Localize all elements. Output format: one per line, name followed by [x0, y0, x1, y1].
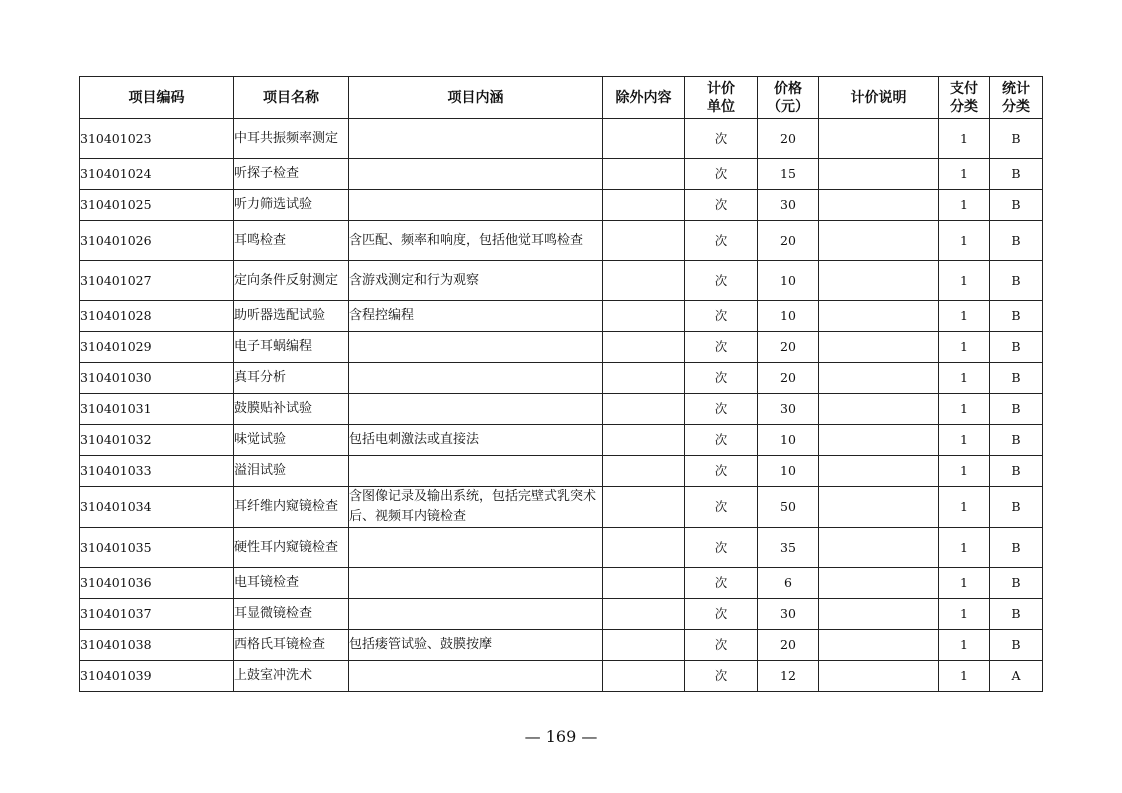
cell-pay: 1 [939, 425, 990, 456]
cell-note [819, 568, 939, 599]
header-content: 项目内涵 [349, 77, 603, 119]
cell-pay: 1 [939, 119, 990, 159]
table-row [80, 301, 1043, 332]
table-row [80, 261, 1043, 301]
cell-note [819, 332, 939, 363]
table-row [80, 528, 1043, 568]
cell-name: 西格氏耳镜检查 [234, 630, 349, 661]
cell-stat: B [990, 190, 1043, 221]
cell-code: 310401023 [80, 119, 234, 159]
header-stat: 统计 分类 [990, 77, 1043, 119]
cell-note [819, 301, 939, 332]
table-row [80, 394, 1043, 425]
cell-content [349, 599, 603, 630]
cell-code: 310401035 [80, 528, 234, 568]
table-row [80, 332, 1043, 363]
cell-name: 定向条件反射测定 [234, 261, 349, 301]
cell-price: 20 [758, 363, 819, 394]
cell-code: 310401037 [80, 599, 234, 630]
cell-exclusion [603, 528, 685, 568]
cell-pay: 1 [939, 456, 990, 487]
price-table [79, 76, 1043, 692]
cell-unit: 次 [685, 190, 758, 221]
cell-exclusion [603, 159, 685, 190]
cell-name: 溢泪试验 [234, 456, 349, 487]
cell-unit: 次 [685, 661, 758, 692]
cell-note [819, 261, 939, 301]
cell-name: 上鼓室冲洗术 [234, 661, 349, 692]
cell-pay: 1 [939, 301, 990, 332]
table-row [80, 599, 1043, 630]
cell-pay: 1 [939, 221, 990, 261]
cell-code: 310401028 [80, 301, 234, 332]
cell-code: 310401036 [80, 568, 234, 599]
cell-price: 15 [758, 159, 819, 190]
cell-unit: 次 [685, 568, 758, 599]
cell-price: 10 [758, 456, 819, 487]
cell-exclusion [603, 661, 685, 692]
cell-name: 真耳分析 [234, 363, 349, 394]
cell-unit: 次 [685, 394, 758, 425]
cell-note [819, 456, 939, 487]
cell-note [819, 159, 939, 190]
cell-stat: A [990, 661, 1043, 692]
cell-stat: B [990, 394, 1043, 425]
cell-pay: 1 [939, 190, 990, 221]
table-row [80, 221, 1043, 261]
table-row [80, 630, 1043, 661]
cell-name: 中耳共振频率测定 [234, 119, 349, 159]
table-row [80, 425, 1043, 456]
cell-price: 30 [758, 394, 819, 425]
header-pay: 支付 分类 [939, 77, 990, 119]
cell-stat: B [990, 159, 1043, 190]
cell-price: 30 [758, 190, 819, 221]
header-price: 价格 （元） [758, 77, 819, 119]
cell-note [819, 363, 939, 394]
cell-pay: 1 [939, 332, 990, 363]
header-code: 项目编码 [80, 77, 234, 119]
table-row [80, 568, 1043, 599]
cell-content: 含游戏测定和行为观察 [349, 261, 603, 301]
cell-exclusion [603, 190, 685, 221]
cell-price: 20 [758, 221, 819, 261]
cell-exclusion [603, 301, 685, 332]
cell-content [349, 159, 603, 190]
cell-note [819, 487, 939, 528]
cell-unit: 次 [685, 301, 758, 332]
cell-name: 听力筛选试验 [234, 190, 349, 221]
table-row [80, 456, 1043, 487]
cell-exclusion [603, 425, 685, 456]
cell-content [349, 190, 603, 221]
cell-exclusion [603, 630, 685, 661]
cell-pay: 1 [939, 568, 990, 599]
cell-pay: 1 [939, 487, 990, 528]
cell-note [819, 599, 939, 630]
cell-stat: B [990, 363, 1043, 394]
cell-stat: B [990, 528, 1043, 568]
cell-pay: 1 [939, 528, 990, 568]
page-number: — 169 — [524, 727, 598, 746]
cell-unit: 次 [685, 119, 758, 159]
cell-note [819, 119, 939, 159]
cell-content: 包括电刺激法或直接法 [349, 425, 603, 456]
cell-unit: 次 [685, 261, 758, 301]
cell-stat: B [990, 332, 1043, 363]
cell-price: 10 [758, 261, 819, 301]
cell-exclusion [603, 456, 685, 487]
cell-content: 包括瘘管试验、鼓膜按摩 [349, 630, 603, 661]
cell-pay: 1 [939, 661, 990, 692]
cell-code: 310401032 [80, 425, 234, 456]
header-unit: 计价 单位 [685, 77, 758, 119]
cell-exclusion [603, 599, 685, 630]
cell-code: 310401030 [80, 363, 234, 394]
table-row [80, 487, 1043, 528]
cell-code: 310401039 [80, 661, 234, 692]
cell-content [349, 528, 603, 568]
cell-price: 12 [758, 661, 819, 692]
cell-note [819, 190, 939, 221]
table-row [80, 190, 1043, 221]
cell-unit: 次 [685, 363, 758, 394]
cell-exclusion [603, 332, 685, 363]
cell-content [349, 394, 603, 425]
cell-name: 助听器选配试验 [234, 301, 349, 332]
cell-note [819, 221, 939, 261]
cell-exclusion [603, 363, 685, 394]
cell-content [349, 119, 603, 159]
cell-price: 20 [758, 630, 819, 661]
cell-unit: 次 [685, 630, 758, 661]
header-name: 项目名称 [234, 77, 349, 119]
cell-name: 电子耳蜗编程 [234, 332, 349, 363]
cell-price: 50 [758, 487, 819, 528]
cell-exclusion [603, 261, 685, 301]
cell-unit: 次 [685, 332, 758, 363]
cell-exclusion [603, 568, 685, 599]
cell-exclusion [603, 487, 685, 528]
header-row [80, 77, 1043, 119]
cell-stat: B [990, 599, 1043, 630]
cell-content [349, 363, 603, 394]
cell-pay: 1 [939, 159, 990, 190]
cell-unit: 次 [685, 487, 758, 528]
cell-code: 310401026 [80, 221, 234, 261]
cell-content [349, 456, 603, 487]
cell-name: 电耳镜检查 [234, 568, 349, 599]
cell-name: 耳显微镜检查 [234, 599, 349, 630]
cell-name: 味觉试验 [234, 425, 349, 456]
cell-pay: 1 [939, 599, 990, 630]
cell-unit: 次 [685, 221, 758, 261]
cell-note [819, 528, 939, 568]
cell-code: 310401025 [80, 190, 234, 221]
table-row [80, 363, 1043, 394]
cell-unit: 次 [685, 528, 758, 568]
cell-code: 310401024 [80, 159, 234, 190]
cell-content [349, 661, 603, 692]
cell-unit: 次 [685, 599, 758, 630]
cell-stat: B [990, 301, 1043, 332]
cell-note [819, 661, 939, 692]
cell-code: 310401029 [80, 332, 234, 363]
cell-code: 310401038 [80, 630, 234, 661]
cell-name: 听探子检查 [234, 159, 349, 190]
cell-stat: B [990, 261, 1043, 301]
cell-content: 含匹配、频率和响度，包括他觉耳鸣检查 [349, 221, 603, 261]
cell-pay: 1 [939, 630, 990, 661]
cell-name: 鼓膜贴补试验 [234, 394, 349, 425]
table-row [80, 661, 1043, 692]
cell-name: 耳纤维内窥镜检查 [234, 487, 349, 528]
cell-exclusion [603, 394, 685, 425]
cell-stat: B [990, 425, 1043, 456]
cell-price: 10 [758, 425, 819, 456]
cell-code: 310401031 [80, 394, 234, 425]
cell-name: 耳鸣检查 [234, 221, 349, 261]
cell-code: 310401027 [80, 261, 234, 301]
cell-price: 20 [758, 332, 819, 363]
cell-note [819, 425, 939, 456]
cell-price: 30 [758, 599, 819, 630]
cell-content: 含图像记录及输出系统，包括完壁式乳突术后、视频耳内镜检查 [349, 487, 603, 528]
cell-note [819, 394, 939, 425]
cell-stat: B [990, 456, 1043, 487]
header-exclusion: 除外内容 [603, 77, 685, 119]
cell-exclusion [603, 119, 685, 159]
cell-price: 35 [758, 528, 819, 568]
cell-code: 310401033 [80, 456, 234, 487]
cell-price: 10 [758, 301, 819, 332]
cell-price: 20 [758, 119, 819, 159]
cell-name: 硬性耳内窥镜检查 [234, 528, 349, 568]
cell-pay: 1 [939, 363, 990, 394]
header-note: 计价说明 [819, 77, 939, 119]
cell-stat: B [990, 487, 1043, 528]
cell-content [349, 568, 603, 599]
table-row [80, 119, 1043, 159]
cell-stat: B [990, 568, 1043, 599]
cell-unit: 次 [685, 456, 758, 487]
table-row [80, 159, 1043, 190]
cell-unit: 次 [685, 425, 758, 456]
cell-pay: 1 [939, 394, 990, 425]
cell-pay: 1 [939, 261, 990, 301]
cell-content [349, 332, 603, 363]
cell-content: 含程控编程 [349, 301, 603, 332]
cell-code: 310401034 [80, 487, 234, 528]
cell-exclusion [603, 221, 685, 261]
cell-price: 6 [758, 568, 819, 599]
cell-note [819, 630, 939, 661]
cell-stat: B [990, 119, 1043, 159]
cell-stat: B [990, 630, 1043, 661]
cell-stat: B [990, 221, 1043, 261]
cell-unit: 次 [685, 159, 758, 190]
